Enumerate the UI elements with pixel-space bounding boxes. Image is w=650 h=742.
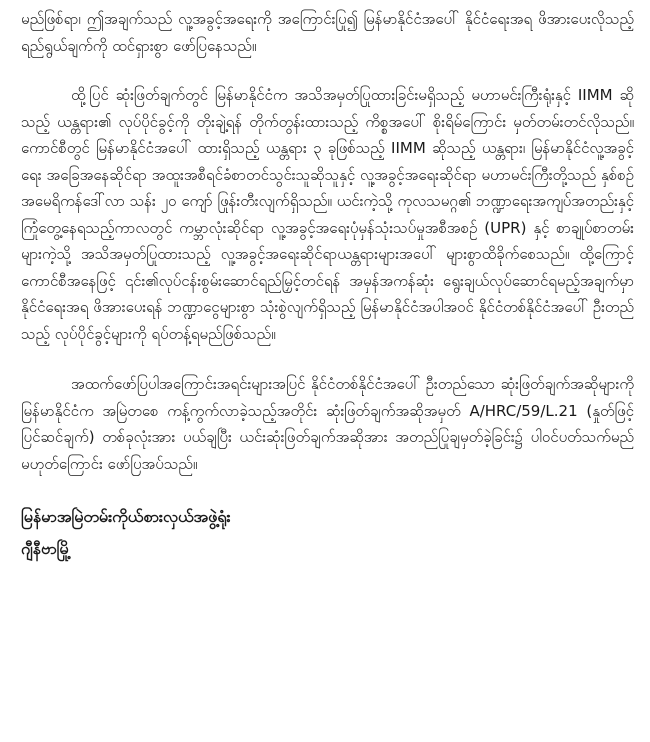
signature-city: ဂျီနီဗာမြို့ (21, 539, 71, 558)
signature-block (21, 501, 634, 565)
signature-organization: မြန်မာအမြဲတမ်းကိုယ်စားလှယ်အဖွဲ့ရုံး (21, 507, 231, 526)
paragraph-2: ထို့ပြင် ဆုံးဖြတ်ချက်တွင် မြန်မာနိုင်ငံက အသိအမှတ်ပြုထားခြင်းမရှိသည့် မဟာမင်းကြီးရုံးနှင့် IIMM ဆိုသည့် ယန္တရား၏ လုပ်ပိုင်ခွင့်ကို တိုးချဲ့ရန် တိုက်တွန်းထားသည့် ကိစ္စအပေါ် စိုးရိမ်ကြောင်း မှတ်တမ်းတင်လိုသည်။ ကောင်စီတွင် မြန်မာနိုင်ငံအပေါ် ထားရှိသည့် ယန္တရား ၃ ခုဖြစ်သည့် IIMM ဆိုသည့် ယန္တရား၊ မြန်မာနိုင်ငံလူ့အခွင့်ရေး အခြေအနေဆိုင်ရာ အထူးအစီရင်ခံစာတင်သွင်းသူဆိုသူနှင့် လူ့အခွင့်အရေးဆိုင်ရာ မဟာမင်းကြီးတို့သည် နှစ်စဉ်အမေရိကန်ဒေါ်လာ သန်း ၂၀ ကျော် ဖြုန်းတီးလျက်ရှိသည်။ ယင်းကဲ့သို့ ကုလသမဂ္ဂ၏ ဘဏ္ဍာရေးအကျပ်အတည်းနှင့် ကြုံတွေ့နေရသည့်ကာလတွင် ကမ္ဘာလုံးဆိုင်ရာ လူ့အခွင့်အရေးပုံမှန်သုံးသပ်မှုအစီအစဉ် (UPR) နှင့် စာချုပ်စာတမ်း များကဲ့သို့ အသိအမှတ်ပြုထားသည့် လူ့အခွင့်အရေးဆိုင်ရာယန္တရားများအပေါ် များစွာထိခိုက်စေသည်။ ထို့ကြောင့် ကောင်စီအနေဖြင့် ၎င်း၏လုပ်ငန်းစွမ်းဆောင်ရည်မြှင့်တင်ရန် အမှန်အကန်ဆုံး ရွေးချယ်လုပ်ဆောင်ရမည့်အချက်မှာ နိုင်ငံရေးအရ ဖိအားပေးရန် ဘဏ္ဍာငွေများစွာ သုံးစွဲလျက်ရှိသည့် မြန်မာနိုင်ငံအပါအဝင် နိုင်ငံတစ်နိုင်ငံအပေါ် ဦးတည်သည့် လုပ်ပိုင်ခွင့်များကို ရပ်တန့်ရမည်ဖြစ်သည်။ (21, 86, 634, 343)
paragraph-1: မည်ဖြစ်ရာ၊ ဤအချက်သည် လူ့အခွင့်အရေးကို အကြောင်းပြု၍ မြန်မာနိုင်ငံအပေါ် နိုင်ငံရေးအရ ဖိအားပေးလိုသည့် ရည်ရွယ်ချက်ကို ထင်ရှားစွာ ဖော်ပြနေသည်။ (21, 10, 634, 55)
paragraph-3: အထက်ဖော်ပြပါအကြောင်းအရင်းများအပြင် နိုင်ငံတစ်နိုင်ငံအပေါ် ဦးတည်သော ဆုံးဖြတ်ချက်အဆိုများကို မြန်မာနိုင်ငံက အမြဲတစေ ကန့်ကွက်လာခဲ့သည့်အတိုင်း ဆုံးဖြတ်ချက်အဆိုအမှတ် A/HRC/59/L.21 (နှုတ်ဖြင့် ပြင်ဆင်ချက်) တစ်ခုလုံးအား ပယ်ချပြီး ယင်းဆုံးဖြတ်ချက်အဆိုအား အတည်ပြုချမှတ်ခဲ့ခြင်း၌ ပါဝင်ပတ်သက်မည်မဟုတ်ကြောင်း ဖော်ပြအပ်သည်။ (21, 375, 634, 473)
